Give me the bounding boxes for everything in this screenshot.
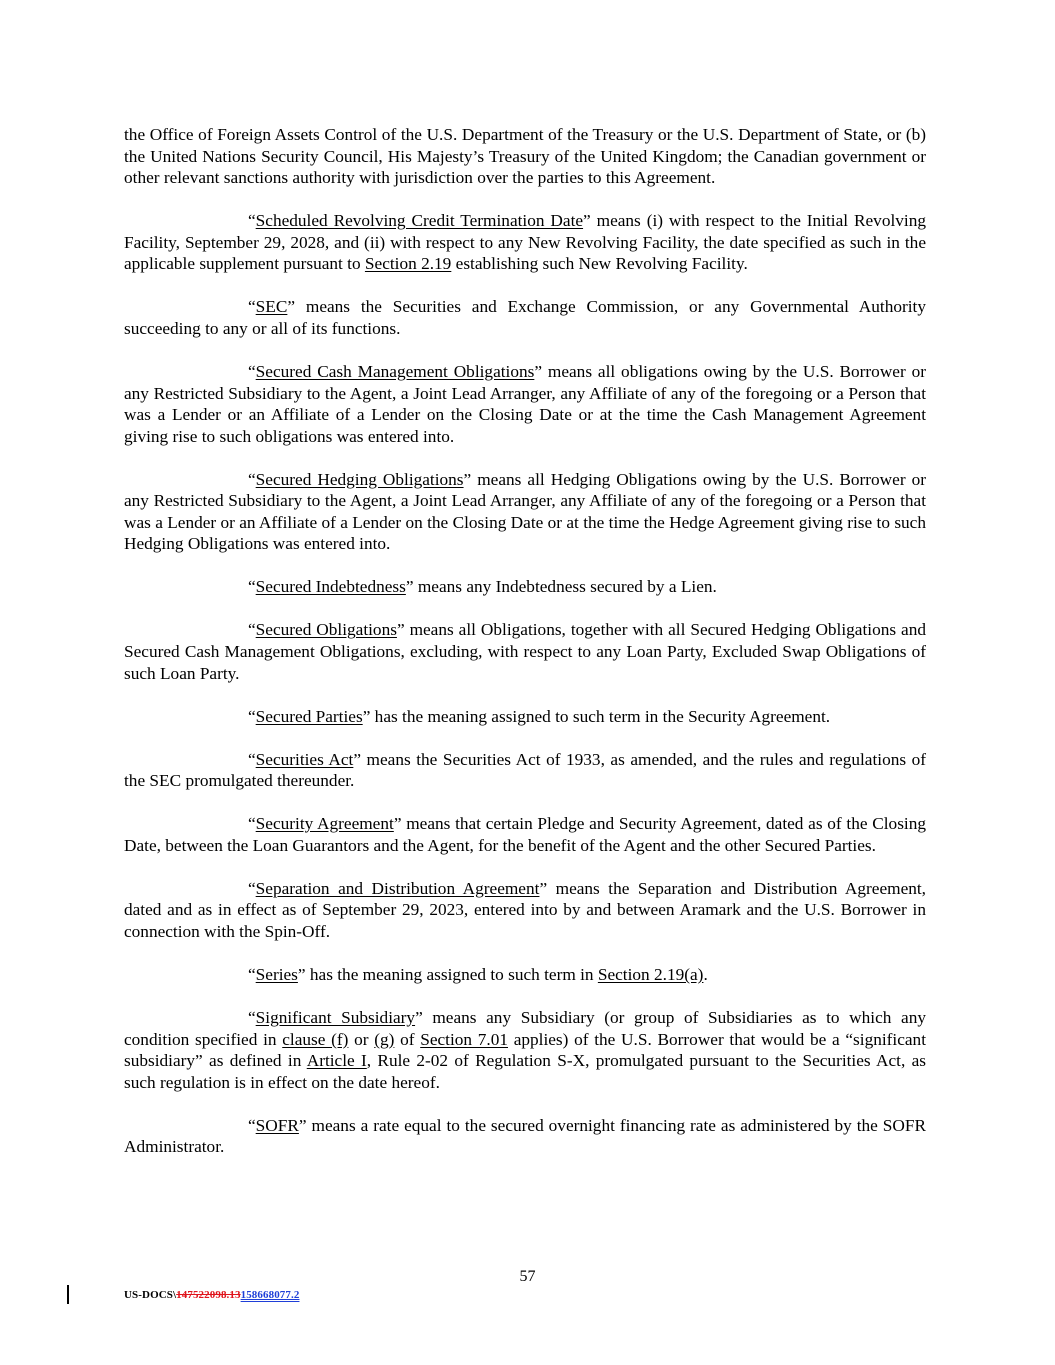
text-run: , Rule 2-02 of Regulation S-X, promulgated pursuant to the Securities Act, as such regulation is in effect on the date hereof.: [124, 1051, 926, 1092]
underlined-term: Security Agreement: [255, 814, 394, 834]
underlined-term: Securities Act: [255, 749, 354, 769]
underlined-term: SEC: [255, 297, 288, 317]
text-run: “: [248, 706, 256, 726]
text-run: “: [248, 1007, 256, 1027]
footer-deleted-id: 147522098.13: [176, 1289, 241, 1301]
text-run: ” means any Subsidiary (or group of Subsidiaries as to which any condition specified in: [124, 1007, 926, 1049]
underlined-term: Secured Obligations: [255, 620, 397, 640]
text-run: the Office of Foreign Assets Control of the U.S. Department of the Treasury or the U.S. Department of State, or (b) the United Nations Security Council, His Majesty’s Treasury of the United Kingdom; the Canadian government or other relevant sanctions authority with jurisdiction over the parties to this Agreement.: [124, 125, 926, 188]
definition-paragraph: [124, 361, 926, 447]
definition-paragraph: [124, 469, 926, 555]
text-run: ” means all Obligations, together with all Secured Hedging Obligations and Secured Cash Management Obligations, excluding, with respect to any Loan Party, Excluded Swap Obligations of such Loan Party.: [124, 620, 926, 683]
underlined-term: Section 2.19: [364, 254, 452, 274]
text-run: ” means (i) with respect to the Initial Revolving Facility, September 29, 2028, and (ii) with respect to any New Revolving Facility, the date specified as such in the applicable supplement pursuant to: [124, 211, 926, 274]
underlined-term: Significant Subsidiary: [255, 1007, 416, 1027]
definition-paragraph: [124, 210, 926, 275]
text-run: ” means all obligations owing by the U.S. Borrower or any Restricted Subsidiary to the Agent, a Joint Lead Arranger, any Affiliate of any of the foregoing or a Person that was a Lender or an Affiliate of a Lender on the Closing Date or at the time the Cash Management Agreement giving rise to such obligations was entered into.: [124, 361, 926, 446]
document-id-footer: [124, 1289, 299, 1301]
underlined-term: Section 7.01: [420, 1029, 508, 1049]
underlined-term: Secured Parties: [255, 706, 363, 726]
underlined-term: Scheduled Revolving Credit Termination Date: [255, 211, 584, 231]
text-run: “: [248, 814, 256, 834]
definition-paragraph: [124, 813, 926, 856]
page-number: 57: [519, 1268, 536, 1285]
text-run: “: [248, 1115, 256, 1135]
definition-paragraph: [124, 964, 926, 986]
definition-paragraph: [124, 878, 926, 943]
text-run: establishing such New Revolving Facility.: [451, 254, 748, 274]
text-run: applies) of the U.S. Borrower that would be a “significant subsidiary” as defined in: [124, 1029, 926, 1071]
text-run: “: [248, 878, 256, 898]
text-run: ” means the Securities and Exchange Commission, or any Governmental Authority succeeding to any or all of its functions.: [124, 297, 926, 338]
text-run: ” means the Securities Act of 1933, as amended, and the rules and regulations of the SEC promulgated thereunder.: [124, 749, 927, 791]
text-run: “: [248, 297, 256, 317]
text-run: “: [248, 749, 256, 769]
text-run: “: [248, 361, 256, 381]
underlined-term: Secured Hedging Obligations: [255, 469, 464, 489]
definition-paragraph: [124, 296, 926, 339]
text-run: ” means all Hedging Obligations owing by the U.S. Borrower or any Restricted Subsidiary to the Agent, a Joint Lead Arranger, any Affiliate of any of the foregoing or a Person that was a Lender or an Affiliate of a Lender on the Closing Date or at the time the Hedge Agreement giving rise to such Hedging Obligations was entered into.: [124, 469, 926, 554]
text-run: “: [248, 211, 256, 231]
footer-prefix: US-DOCS\: [124, 1289, 177, 1301]
text-run: ” means any Indebtedness secured by a Lien.: [405, 577, 717, 597]
underlined-term: Separation and Distribution Agreement: [255, 878, 540, 898]
definition-paragraph: [124, 124, 926, 189]
definition-paragraph: [124, 576, 926, 598]
document-body: [124, 124, 926, 1179]
underlined-term: (g): [374, 1029, 395, 1049]
text-run: of: [394, 1029, 421, 1049]
definition-paragraph: [124, 1007, 926, 1093]
underlined-term: clause (f): [282, 1029, 349, 1049]
text-run: ” means that certain Pledge and Security Agreement, dated as of the Closing Date, between the Loan Guarantors and the Agent, for the benefit of the Agent and the other Secured Parties.: [124, 814, 926, 855]
text-run: or: [348, 1029, 375, 1049]
underlined-term: Section 2.19(a): [597, 964, 704, 984]
text-run: ” means the Separation and Distribution Agreement, dated and as in effect as of September 29, 2023, entered into by and between Aramark and the U.S. Borrower in connection with the Spin-Off.: [124, 878, 926, 941]
text-run: “: [248, 577, 256, 597]
text-run: “: [248, 620, 256, 640]
underlined-term: Series: [255, 964, 298, 984]
text-run: ” has the meaning assigned to such term in: [297, 964, 598, 984]
underlined-term: SOFR: [255, 1115, 299, 1135]
underlined-term: Article I: [306, 1051, 367, 1071]
definition-paragraph: [124, 1115, 926, 1158]
definition-paragraph: [124, 619, 926, 684]
text-run: “: [248, 964, 256, 984]
underlined-term: Secured Indebtedness: [255, 577, 406, 597]
text-run: ” means a rate equal to the secured overnight financing rate as administered by the SOFR Administrator.: [124, 1115, 926, 1157]
change-bar: [67, 1285, 69, 1304]
footer-inserted-id: 158668077.2: [240, 1289, 300, 1301]
text-run: “: [248, 469, 256, 489]
underlined-term: Secured Cash Management Obligations: [255, 361, 535, 381]
definition-paragraph: [124, 749, 926, 792]
definition-paragraph: [124, 706, 926, 728]
text-run: .: [703, 964, 708, 984]
text-run: ” has the meaning assigned to such term in the Security Agreement.: [362, 706, 831, 726]
